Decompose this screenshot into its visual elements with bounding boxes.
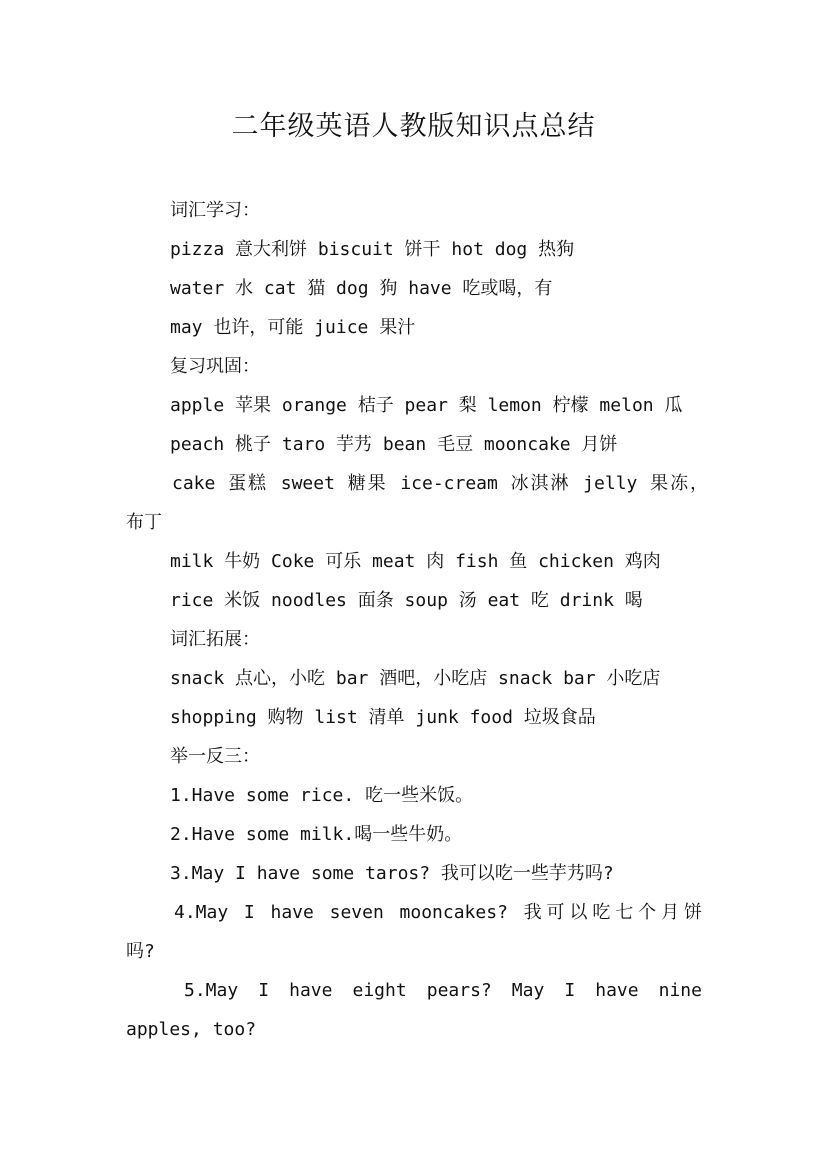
example-sentence: 4.May I have seven mooncakes? 我可以吃七个月饼 xyxy=(174,902,702,923)
example-sentence-continuation: apples, too? xyxy=(126,1019,257,1040)
section-heading-review: 复习巩固： xyxy=(170,356,260,377)
text-line: peach 桃子 taro 芋艿 bean 毛豆 mooncake 月饼 xyxy=(170,434,618,455)
text-line: shopping 购物 list 清单 junk food 垃圾食品 xyxy=(170,707,596,728)
document-title: 二年级英语人教版知识点总结 xyxy=(231,111,596,142)
text-line: apple 苹果 orange 桔子 pear 梨 lemon 柠檬 melon 瓜 xyxy=(170,395,683,416)
text-line: rice 米饭 noodles 面条 soup 汤 eat 吃 drink 喝 xyxy=(170,590,643,611)
text-line: may 也许，可能 juice 果汁 xyxy=(170,317,416,338)
section-heading-examples: 举一反三： xyxy=(170,746,260,767)
example-sentence: 1.Have some rice. 吃一些米饭。 xyxy=(170,785,474,806)
example-sentence-continuation: 吗? xyxy=(126,941,155,962)
text-line: cake 蛋糕 sweet 糖果 ice-cream 冰淇淋 jelly 果冻， xyxy=(172,473,708,494)
example-sentence: 5.May I have eight pears? May I have nine xyxy=(184,980,702,1001)
example-sentence: 3.May I have some taros? 我可以吃一些芋艿吗? xyxy=(170,863,614,884)
section-heading-vocabulary: 词汇学习： xyxy=(170,200,260,221)
section-heading-extension: 词汇拓展： xyxy=(170,629,260,650)
example-sentence: 2.Have some milk.喝一些牛奶。 xyxy=(170,824,463,845)
text-line: milk 牛奶 Coke 可乐 meat 肉 fish 鱼 chicken 鸡肉 xyxy=(170,551,661,572)
text-line-continuation: 布丁 xyxy=(126,512,162,533)
text-line: water 水 cat 猫 dog 狗 have 吃或喝，有 xyxy=(170,278,553,299)
text-line: snack 点心，小吃 bar 酒吧，小吃店 snack bar 小吃店 xyxy=(170,668,661,689)
text-line: pizza 意大利饼 biscuit 饼干 hot dog 热狗 xyxy=(170,239,575,260)
